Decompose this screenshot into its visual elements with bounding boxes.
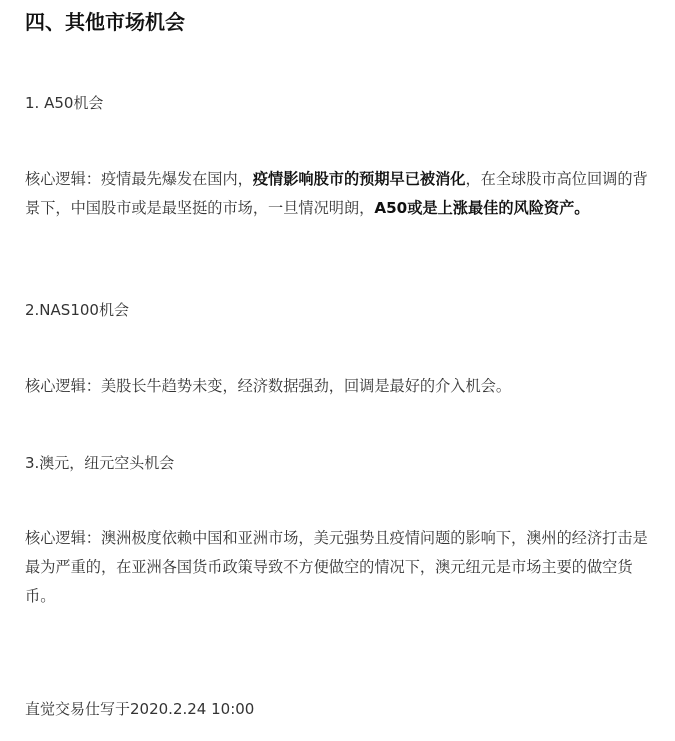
logic-bold-text: A50或是上涨最佳的风险资产。 xyxy=(374,199,590,217)
logic-text: 美股长牛趋势未变，经济数据强劲，回调是最好的介入机会。 xyxy=(100,377,511,395)
logic-text: 澳洲极度依赖中国和亚洲市场，美元强势且疫情问题的影响下，澳州的经济打击是最为严重的，在亚洲各国货币政策导致不方便做空的情况下，澳元纽元是市场主要的做空货币。 xyxy=(25,529,648,605)
subheading-aud-nzd: 3.澳元，纽元空头机会 xyxy=(25,454,175,472)
paragraph-aud-nzd-logic xyxy=(25,524,655,611)
author-signature: 直觉交易仕写于2020.2.24 10:00 xyxy=(25,700,255,718)
logic-bold-text: 疫情影响股市的预期早已被消化 xyxy=(252,170,466,188)
paragraph-nas100-logic xyxy=(25,372,655,401)
subheading-a50: 1. A50机会 xyxy=(25,94,104,112)
logic-label: 核心逻辑： xyxy=(25,529,101,547)
section-heading: 四、其他市场机会 xyxy=(25,10,185,34)
logic-label: 核心逻辑： xyxy=(25,170,101,188)
logic-label: 核心逻辑： xyxy=(25,377,101,395)
paragraph-a50-logic xyxy=(25,165,655,223)
subheading-nas100: 2.NAS100机会 xyxy=(25,301,129,319)
logic-text: 疫情最先爆发在国内， xyxy=(100,170,253,188)
logic-text: ，在全球股市高位回调的背景下，中国股市或是最坚挺的市场，一旦情况明朗， xyxy=(25,170,648,217)
